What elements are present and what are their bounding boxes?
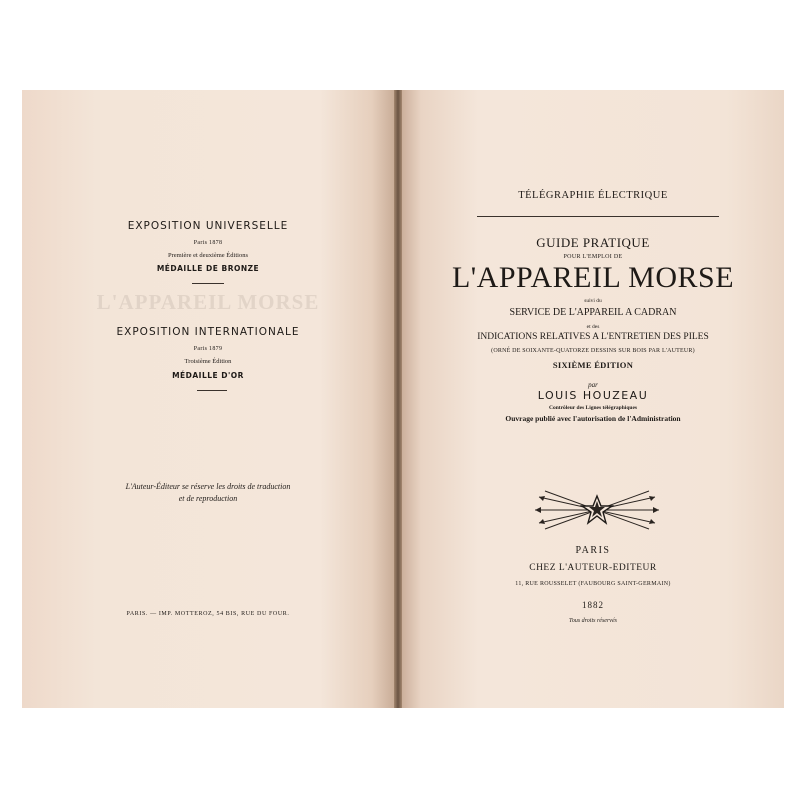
star-arrows-ornament: [527, 487, 667, 533]
printer-line: PARIS. — IMP. MOTTEROZ, 54 BIS, RUE DU FOUR.: [126, 611, 290, 617]
author-name: LOUIS HOUZEAU: [537, 389, 649, 402]
expo2-medal: MÉDAILLE D'OR: [172, 371, 244, 380]
expo1-medal: MÉDAILLE DE BRONZE: [156, 264, 260, 273]
series-title: TÉLÉGRAPHIE ÉLECTRIQUE: [518, 190, 668, 201]
series-rule: [477, 216, 719, 217]
left-page: [22, 90, 394, 708]
author-role: Contrôleur des Lignes télégraphiques: [548, 405, 638, 411]
service-title: SERVICE DE L'APPAREIL A CADRAN: [509, 307, 677, 318]
and-line: et des: [586, 324, 600, 330]
main-title: L'APPAREIL MORSE: [451, 261, 735, 294]
authorization-line: Ouvrage publié avec l'autorisation de l'Administration: [505, 414, 681, 423]
for-use-line: POUR L'EMPLOI DE: [563, 254, 623, 260]
rights-line-2: et de reproduction: [178, 494, 238, 503]
open-book: [22, 90, 784, 708]
expo1-title: EXPOSITION UNIVERSELLE: [127, 220, 289, 232]
expo2-title: EXPOSITION INTERNATIONALE: [116, 326, 300, 338]
rights-reserved: Tous droits réservés: [569, 618, 617, 624]
followed-by: suivi du: [584, 298, 602, 304]
publication-year: 1882: [582, 600, 604, 610]
indications-title: INDICATIONS RELATIVES A L'ENTRETIEN DES PILES: [477, 332, 709, 342]
expo1-place: Paris 1878: [193, 240, 223, 246]
rights-line-1: L'Auteur-Éditeur se réserve les droits de traduction: [125, 482, 291, 491]
illustrations-note: (ORNÉ DE SOIXANTE-QUATORZE DESSINS SUR BOIS PAR L'AUTEUR): [491, 348, 695, 354]
expo1-editions: Première et deuxième Éditions: [168, 252, 248, 259]
expo2-edition: Troisième Édition: [184, 358, 232, 365]
guide-title: GUIDE PRATIQUE: [536, 235, 650, 250]
edition-label: SIXIÈME ÉDITION: [552, 360, 634, 370]
show-through-text: L'APPAREIL MORSE: [96, 290, 320, 314]
publisher: CHEZ L'AUTEUR-EDITEUR: [529, 563, 657, 573]
book-gutter: [394, 90, 402, 708]
publisher-address: 11, RUE ROUSSELET (FAUBOURG SAINT-GERMAIN): [515, 581, 671, 587]
city: PARIS: [575, 545, 611, 556]
expo2-place: Paris 1879: [193, 346, 223, 352]
divider: [192, 283, 224, 284]
divider: [197, 390, 227, 391]
by-line: par: [588, 381, 598, 389]
right-page: [402, 90, 784, 708]
